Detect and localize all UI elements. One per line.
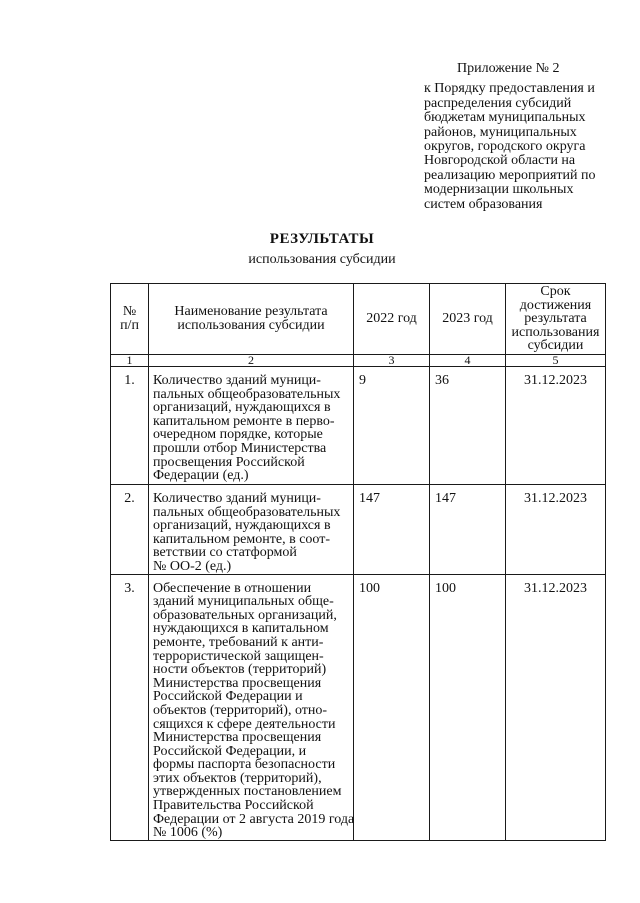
column-number: 3 (354, 355, 430, 367)
appendix-line: систем образования (424, 196, 543, 212)
column-number: 1 (111, 355, 149, 367)
row-name-line: сящихся к сфере деятельности (153, 716, 336, 732)
row-name-line: организаций, нуждающихся в (153, 518, 331, 534)
row-name-line: ремонте, требований к анти- (153, 634, 324, 650)
appendix-line: реализацию мероприятий по (424, 167, 596, 183)
column-number: 5 (506, 355, 606, 367)
row-name-line: этих объектов (территорий), (153, 770, 322, 786)
row-name-line: капитальном ремонте в перво- (153, 413, 335, 429)
row-name-line: образовательных организаций, (153, 607, 337, 623)
row-name-line: ветствии со статформой (153, 545, 297, 561)
row-value-2022: 147 (354, 485, 430, 575)
row-value-2023: 36 (430, 367, 506, 485)
appendix-line: Новгородской области на (424, 153, 576, 169)
row-name-line: утвержденных постановлением (153, 784, 342, 800)
row-name-line: Обеспечение в отношении (153, 580, 312, 596)
row-value-2022: 100 (354, 574, 430, 840)
row-name-line: № 1006 (%) (153, 825, 223, 841)
row-name-line: зданий муниципальных обще- (153, 594, 334, 610)
header-deadline-line: результата (524, 311, 587, 327)
table-header-row (111, 284, 606, 355)
document-title: РЕЗУЛЬТАТЫ (269, 231, 375, 247)
appendix-line: районов, муниципальных (424, 124, 577, 140)
row-name-line: объектов (территорий), отно- (153, 702, 328, 718)
row-value-2023: 147 (430, 485, 506, 575)
appendix-line: модернизации школьных (424, 182, 574, 198)
header-name-line: использования субсидии (177, 318, 325, 333)
row-name-line: Количество зданий муници- (153, 373, 321, 388)
header-number-line: п/п (120, 318, 139, 333)
row-name-line: организаций, нуждающихся в (153, 400, 331, 416)
column-numbers-row (111, 355, 606, 367)
column-number: 4 (430, 355, 506, 367)
row-deadline: 31.12.2023 (506, 367, 606, 485)
row-value-2022: 9 (354, 367, 430, 485)
header-deadline-line: Срок (540, 284, 571, 300)
row-name-line: капитальном ремонте, в соот- (153, 531, 331, 547)
row-name-line: № ОО-2 (ед.) (153, 558, 232, 574)
header-2023: 2023 год (430, 284, 506, 355)
table-row (111, 574, 606, 840)
row-index: 3. (111, 574, 149, 840)
row-deadline: 31.12.2023 (506, 485, 606, 575)
row-name (149, 485, 354, 575)
header-name-line: Наименование результата (174, 304, 328, 320)
row-name-line: ности объектов (территорий) (153, 662, 327, 678)
row-name-line: Министерства просвещения (153, 730, 322, 746)
row-name-line: формы паспорта безопасности (153, 757, 336, 773)
row-index: 1. (111, 367, 149, 485)
row-name (149, 574, 354, 840)
row-name-line: террористической защищен- (153, 648, 324, 664)
row-name-line: просвещения Российской (153, 454, 305, 470)
header-2022: 2022 год (354, 284, 430, 355)
appendix-line: бюджетам муниципальных (424, 110, 586, 126)
row-name-line: Министерства просвещения (153, 675, 322, 691)
row-value-2023: 100 (430, 574, 506, 840)
row-name-line: Российской Федерации и (153, 689, 303, 705)
row-name-line: очередном порядке, которые (153, 427, 323, 443)
row-name-line: нуждающихся в капитальном (153, 621, 329, 637)
column-number: 2 (149, 355, 354, 367)
table-row (111, 367, 606, 485)
appendix-block (424, 62, 624, 212)
header-deadline-line: использования (511, 324, 600, 340)
appendix-line: округов, городского округа (424, 139, 586, 155)
table-row (111, 485, 606, 575)
row-index: 2. (111, 485, 149, 575)
row-name-line: Федерации (ед.) (153, 468, 249, 484)
row-name-line: пальных общеобразовательных (153, 386, 341, 402)
appendix-title: Приложение № 2 (457, 61, 560, 76)
header-deadline-line: субсидии (527, 338, 584, 354)
appendix-line: распределения субсидий (424, 95, 572, 111)
header-name (149, 284, 354, 355)
row-name-line: прошли отбор Министерства (153, 440, 327, 456)
row-name-line: Федерации от 2 августа 2019 года (153, 811, 355, 827)
row-name-line: Российской Федерации, и (153, 743, 307, 759)
header-number-line: № (122, 304, 137, 320)
appendix-line: к Порядку предоставления и (424, 81, 595, 97)
results-table (110, 283, 606, 841)
row-name-line: Количество зданий муници- (153, 491, 321, 506)
row-name (149, 367, 354, 485)
header-number (111, 284, 149, 355)
row-deadline: 31.12.2023 (506, 574, 606, 840)
row-name-line: Правительства Российской (153, 798, 314, 814)
document-subtitle: использования субсидии (248, 252, 396, 267)
row-name-line: пальных общеобразовательных (153, 504, 341, 520)
header-deadline (506, 284, 606, 355)
header-deadline-line: достижения (519, 297, 592, 313)
